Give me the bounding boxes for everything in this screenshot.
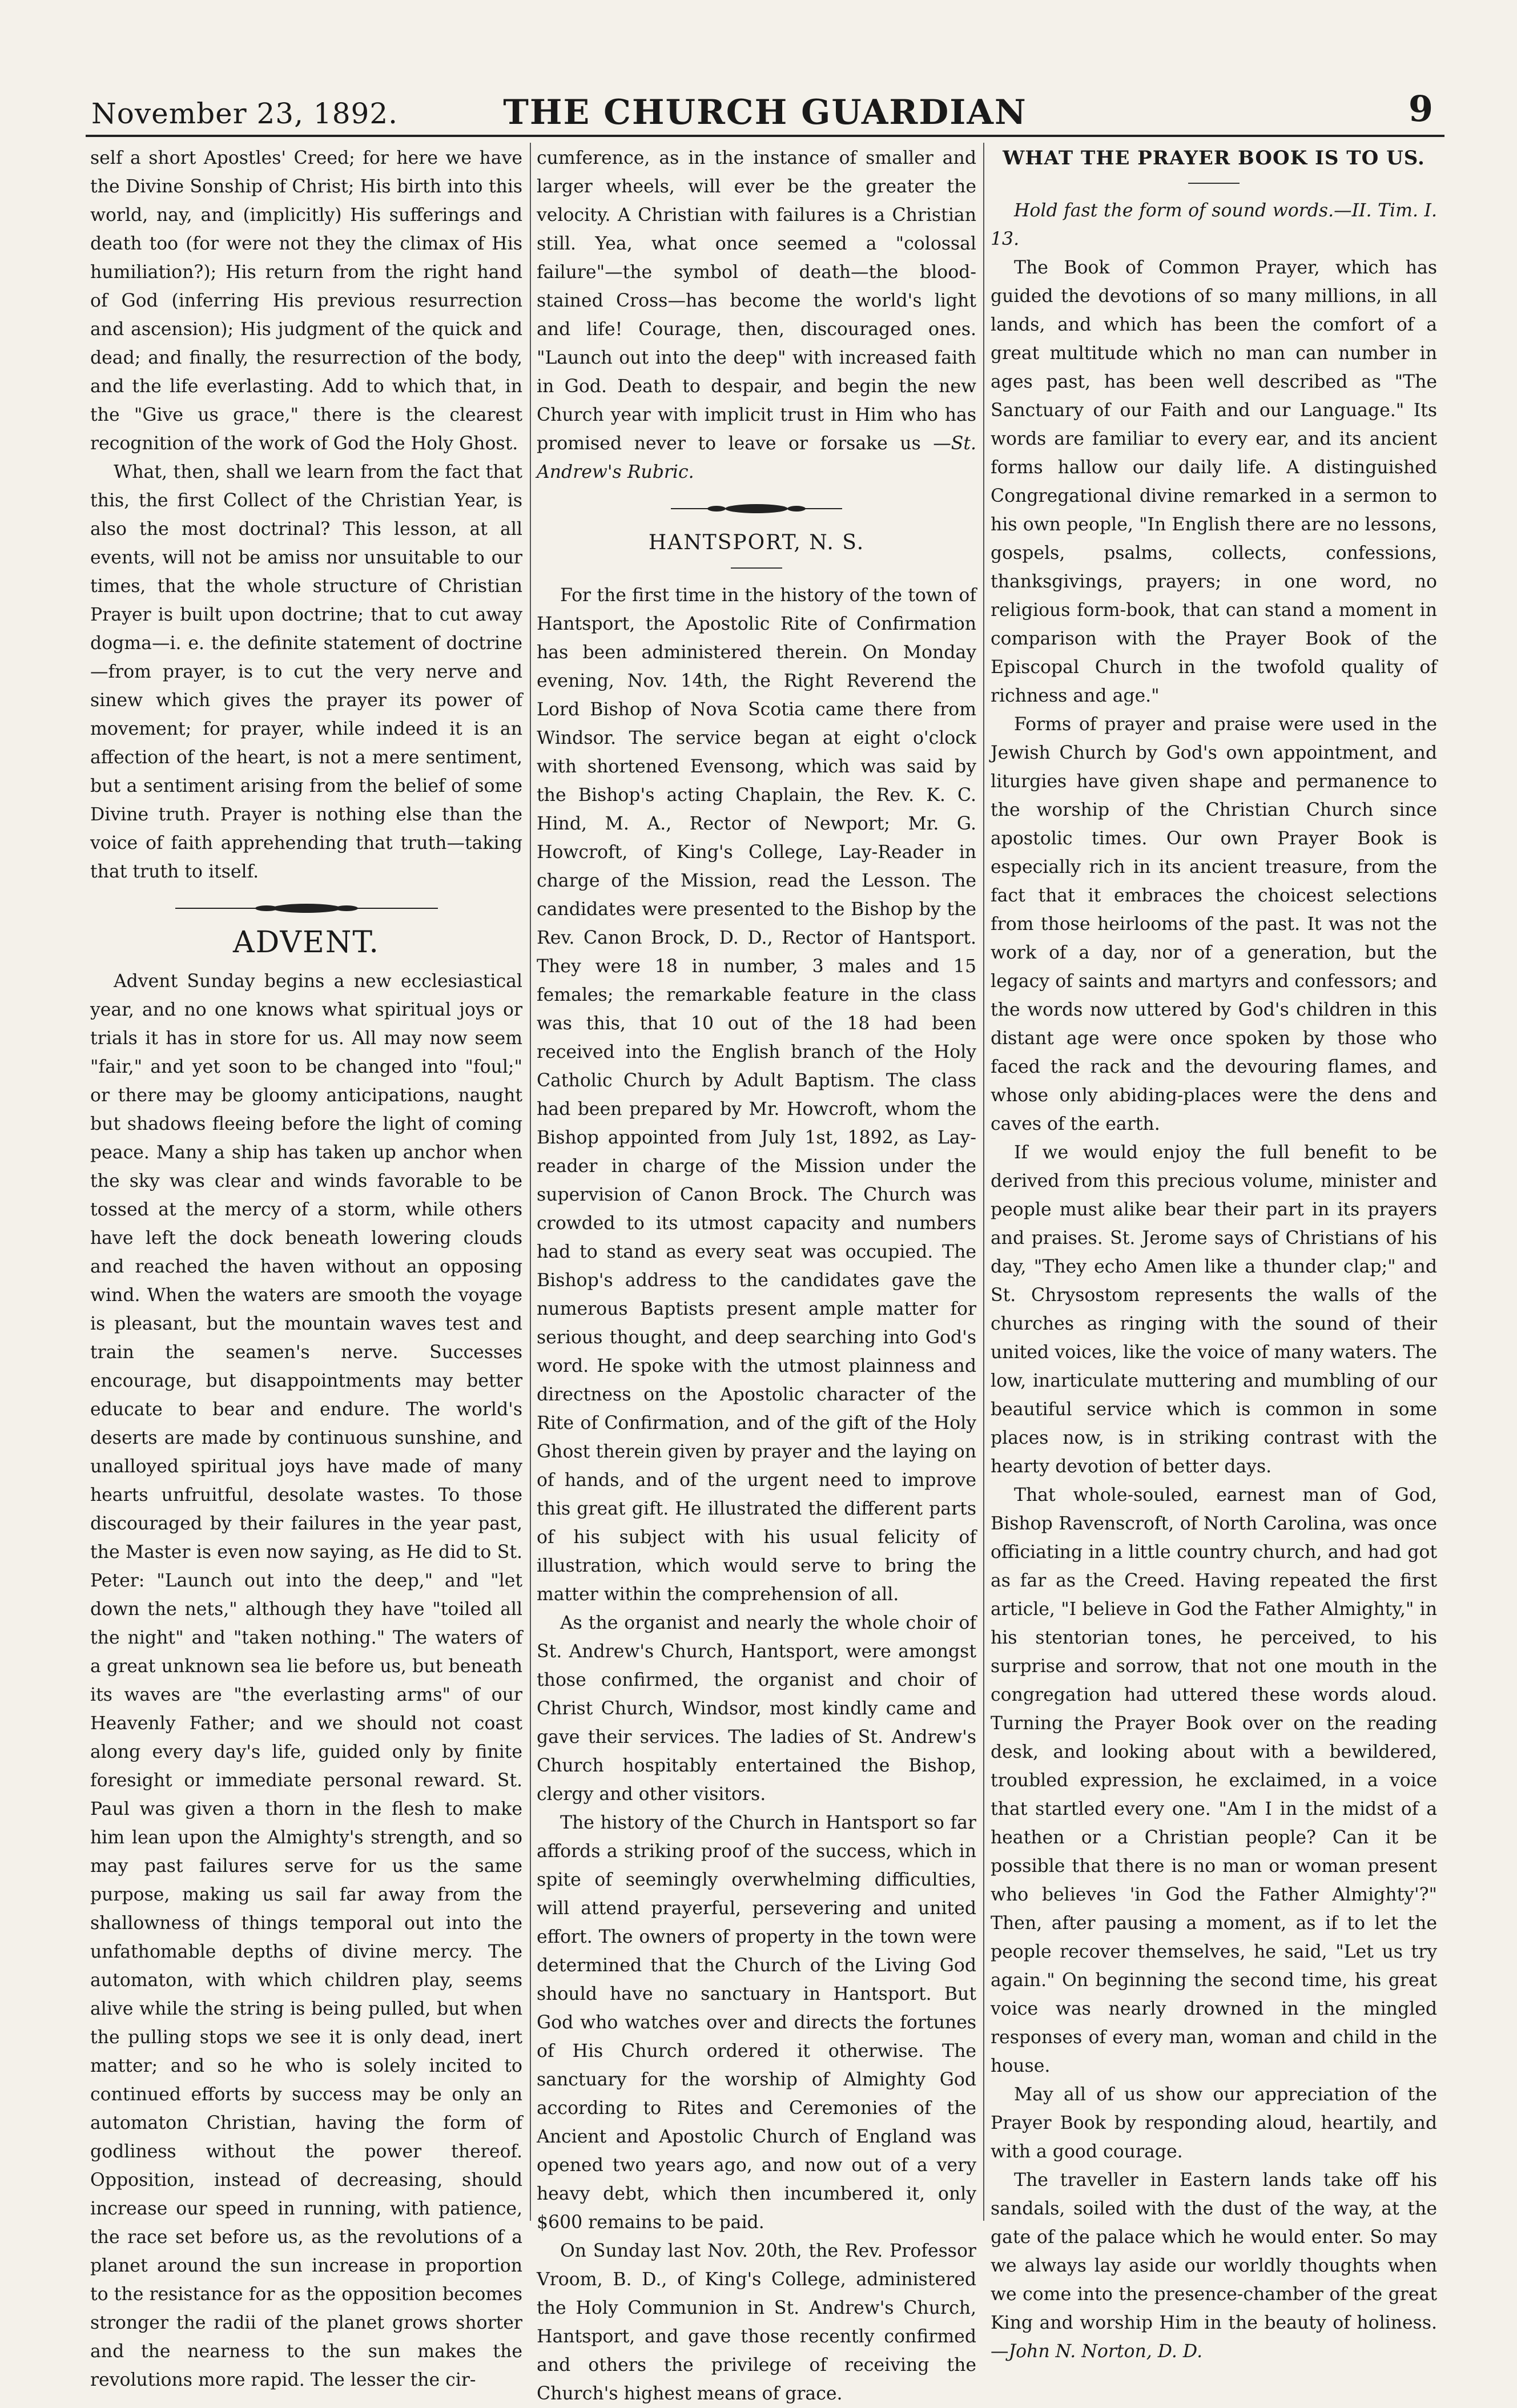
prayer-book-intro: The Book of Common Prayer, which has guided the devotions of so many millions, in all lands, and which has been the comfort of a great multitude which no man can number in ages past, has been well described as "The Sanctuary of our Faith and our Language." Its words are familiar to every ear, and its ancient forms hallow our daily life. A distinguished Congregational divine remarked in a sermon to his own people, "In English there are no lessons, gospels, psalms, collects, confessions, thanksgivings, prayers; in one word, no religious form-book, that can stand a moment in comparison with the Prayer Book of the Episcopal Church in the twofold quality of richness and age." — [991, 257, 1437, 706]
prayer-book-heading: WHAT THE PRAYER BOOK IS TO US. — [1003, 147, 1425, 170]
hantsport-choir: As the organist and nearly the whole choir of St. Andrew's Church, Hantsport, were amongst those confirmed, the organist and choir of Christ Church, Windsor, most kindly came and gave their services. The ladies of St. Andrew's Church hospitably entertained the Bishop, clergy and other visitors. — [537, 1613, 976, 1805]
section-ornament — [671, 501, 842, 516]
advent-continuation: cumference, as in the instance of smaller and larger wheels, will ever be the greater the velocity. A Christian with failures is a Christian still. Yea, what once seemed a "colossal failure"—the symbol of death—the blood-stained Cross—has become the world's light and life! Courage, then, discouraged ones. "Launch out into the deep" with increased faith in God. Death to despair, and begin the new Church year with implicit trust in Him who has promised never to leave or forsake us —St. Andrew's Rubric. — [537, 148, 976, 482]
hantsport-history: The history of the Church in Hantsport so far affords a striking proof of the success, which in spite of seemingly overwhelming difficulties, will attend prayerful, persevering and united effort. The owners of property in the town were determined that the Church of the Living God should have no sanctuary in Hantsport. But God who watches over and directs the fortunes of His Church ordered it otherwise. The sanctuary for the worship of Almighty God according to Rites and Ceremonies of the Ancient and Apostolic Church of England was opened two years ago, and now out of a very heavy debt, which then incumbered it, only $600 remains to be paid. — [537, 1813, 976, 2233]
column-divider — [530, 143, 531, 2221]
column-3 — [991, 144, 1437, 2362]
masthead-title: THE CHURCH GUARDIAN — [503, 92, 1027, 132]
header-rule — [86, 135, 1444, 137]
issue-date: November 23, 1892. — [91, 97, 399, 130]
column-1 — [90, 144, 522, 2390]
collect-continuation: self a short Apostles' Creed; for here we have the Divine Sonship of Christ; His birth into this world, nay, and (implicitly) His sufferings and death too (for were not they the climax of His humiliation?); His return from the right hand of God (inferring His previous resurrection and ascension); His judgment of the quick and dead; and finally, the resurrection of the body, and the life everlasting. Add to which that, in the "Give us grace," there is the clearest recognition of the work of God the Holy Ghost. — [90, 148, 522, 454]
column-2 — [537, 144, 976, 2404]
prayer-book-participation: If we would enjoy the full benefit to be derived from this precious volume, minister and people must alike bear their part in its prayers and praises. St. Jerome says of Christians of his day, "They echo Amen like a thunder clap;" and St. Chrysostom represents the walls of the churches as ringing with the sound of their united voices, like the voice of many waters. The low, inarticulate muttering and mumbling of our beautiful service which is common in some places now, is in striking contrast with the hearty devotion of better days. — [991, 1142, 1437, 1477]
collect-lesson: What, then, shall we learn from the fact that this, the first Collect of the Christian Year, is also the most doctrinal? This lesson, at all events, will not be amiss nor unsuitable to our times, that the whole structure of Christian Prayer is built upon doctrine; that to cut away dogma—i. e. the definite statement of doctrine—from prayer, is to cut the very nerve and sinew which gives the prayer its power of movement; for prayer, while indeed it is an affection of the heart, is not a mere sentiment, but a sentiment arising from the belief of some Divine truth. Prayer is nothing else than the voice of faith apprehending that truth—taking that truth to itself. — [90, 462, 522, 882]
hantsport-confirmation: For the first time in the history of the town of Hantsport, the Apostolic Rite of Confirmation has been administered therein. On Monday evening, Nov. 14th, the Right Reverend the Lord Bishop of Nova Scotia came there from Windsor. The service began at eight o'clock with shortened Evensong, which was said by the Bishop's acting Chaplain, the Rev. K. C. Hind, M. A., Rector of Newport; Mr. G. Howcroft, of King's College, Lay-Reader in charge of the Mission, read the Lesson. The candidates were presented to the Bishop by the Rev. Canon Brock, D. D., Rector of Hantsport. They were 18 in number, 3 males and 15 females; the remarkable feature in the class was this, that 10 out of the 18 had been received into the English branch of the Holy Catholic Church by Adult Baptism. The class had been prepared by Mr. Howcroft, whom the Bishop appointed from July 1st, 1892, as Lay-reader in charge of the Mission under the supervision of Canon Brock. The Church was crowded to its utmost capacity and numbers had to stand as every seat was occupied. The Bishop's address to the candidates gave the numerous Baptists present ample matter for serious thought, and deep searching into God's word. He spoke with the utmost plainness and directness on the Apostolic character of the Rite of Confirmation, and of the gift of the Holy Ghost therein given by prayer and the laying on of hands, and of the urgent need to improve this great gift. He illustrated the different parts of his subject with his usual felicity of illustration, which would serve to bring the matter within the comprehension of all. — [537, 585, 976, 1605]
section-ornament — [175, 901, 438, 916]
page-number: 9 — [1408, 88, 1433, 130]
source-credit: St. Andrew's Rubric. — [537, 433, 976, 482]
advent-article: Advent Sunday begins a new ecclesiastical year, and no one knows what spiritual joys or trials it has in store for us. All may now seem "fair," and yet soon to be changed into "foul;" or there may be gloomy anticipations, naught but shadows fleeing before the light of coming peace. Many a ship has taken up anchor when the sky was clear and winds favorable to be tossed at the mercy of a storm, while others have left the dock beneath lowering clouds and reached the haven without an opposing wind. When the waters are smooth the voyage is pleasant, but the mountain waves test and train the seamen's nerve. Successes encourage, but disappointments may better educate to bear and endure. The world's deserts are made by continuous sunshine, and unalloyed spiritual joys have made of many hearts unfruitful, desolate wastes. To those discouraged by their failures in the year past, the Master is even now saying, as He did to St. Peter: "Launch out into the deep," and "let down the nets," although they have "toiled all the night" and "taken nothing." The waters of a great unknown sea lie before us, but beneath its waves are "the everlasting arms" of our Heavenly Father; and we should not coast along every day's life, guided only by finite foresight or immediate personal reward. St. Paul was given a thorn in the flesh to make him lean upon the Almighty's strength, and so may past failures serve for us the same purpose, making us sail far away from the shallowness of things temporal out into the unfathomable depths of divine mercy. The automaton, with which children play, seems alive while the string is being pulled, but when the pulling stops we see it is only dead, inert matter; and so he who is solely incited to continued efforts by success may be only an automaton Christian, having the form of godliness without the power thereof. Opposition, instead of decreasing, should increase our speed in running, with patience, the race set before us, as the revolutions of a planet around the sun increase in proportion to the resistance for as the opposition becomes stronger the radii of the planet grows shorter and the nearness to the sun makes the revolutions more rapid. The lesser the cir- — [90, 971, 522, 2390]
prayer-book-closing: The traveller in Eastern lands take off his sandals, soiled with the dust of the way, at the gate of the palace which he would enter. So may we always lay aside our worldly thoughts when we come into the presence-chamber of the great King and worship Him in the beauty of holiness.—John N. Norton, D. D. — [991, 2170, 1437, 2362]
advent-heading: ADVENT. — [233, 925, 380, 960]
ravenscroft-anecdote: That whole-souled, earnest man of God, Bishop Ravenscroft, of North Carolina, was once officiating in a little country church, and had got as far as the Creed. Having repeated the first article, "I believe in God the Father Almighty," in his stentorian tones, he perceived, to his surprise and sorrow, that not one mouth in the congregation had uttered these words aloud. Turning the Prayer Book over on the reading desk, and looking about with a bewildered, troubled expression, he exclaimed, in a voice that startled every one. "Am I in the midst of a heathen or a Christian people? Can it be possible that there is no man or woman present who believes 'in God the Father Almighty'?" Then, after pausing a moment, as if to let the people recover themselves, he said, "Let us try again." On beginning the second time, his great voice was nearly drowned in the mingled responses of every man, woman and child in the house. — [991, 1485, 1437, 2076]
hantsport-communion: On Sunday last Nov. 20th, the Rev. Professor Vroom, B. D., of King's College, administered the Holy Communion in St. Andrew's Church, Hantsport, and gave those recently confirmed and others the privilege of receiving the Church's highest means of grace. — [537, 2241, 976, 2404]
heading-dash — [1188, 183, 1240, 184]
prayer-book-appeal: May all of us show our appreciation of the Prayer Book by responding aloud, heartily, and with a good courage. — [991, 2084, 1437, 2162]
heading-dash — [731, 567, 782, 569]
prayer-book-history: Forms of prayer and praise were used in the Jewish Church by God's own appointment, and liturgies have given shape and permanence to the worship of the Christian Church since apostolic times. Our own Prayer Book is especially rich in its ancient treasure, from the fact that it embraces the choicest selections from those heirlooms of the past. It was not the work of a day, nor of a generation, but the legacy of saints and martyrs and confessors; and the words now uttered by God's children in this distant age were once spoken by those who faced the rack and the devouring flames, and whose only abiding-places were the dens and caves of the earth. — [991, 714, 1437, 1134]
page-header — [86, 80, 1444, 134]
author-signature: John N. Norton, D. D. — [1008, 2341, 1203, 2362]
column-divider — [983, 143, 984, 2221]
epigraph: Hold fast the form of sound words.—II. Tim. I. 13. — [991, 200, 1437, 249]
hantsport-heading: HANTSPORT, N. S. — [648, 531, 865, 554]
